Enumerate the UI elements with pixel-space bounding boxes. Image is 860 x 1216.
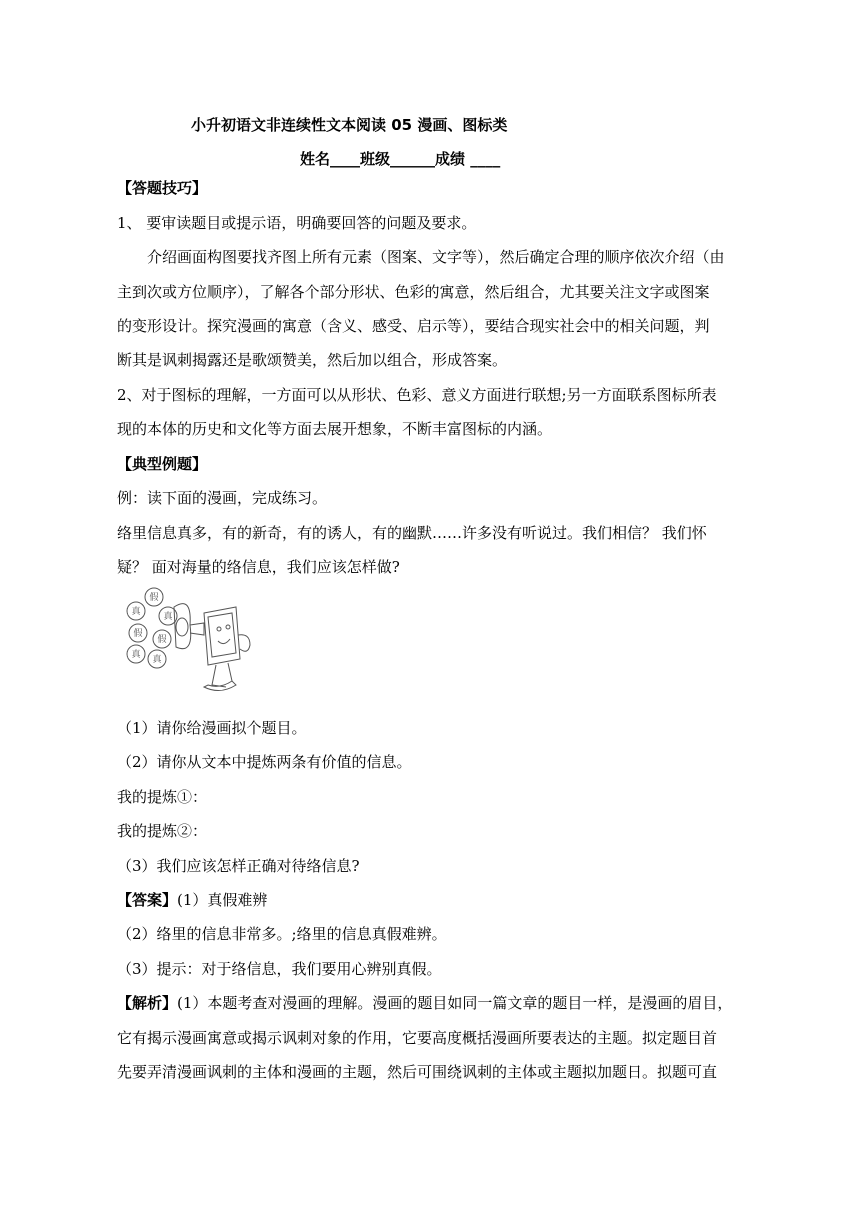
cartoon-char: 假 <box>133 629 143 639</box>
refine-1: 我的提炼①： <box>117 788 208 806</box>
paragraph-line: 断其是讽刺揭露还是歌颂赞美，然后加以组合，形成答案。 <box>117 351 508 369</box>
cartoon-char: 假 <box>157 635 167 645</box>
question-3: （3）我们应该怎样正确对待络信息? <box>117 857 360 875</box>
answer-label: 【答案】 <box>117 891 178 909</box>
answer-line-1 <box>117 890 267 910</box>
cartoon-char: 真 <box>131 607 141 617</box>
answer-2: （2）络里的信息非常多。;络里的信息真假难辨。 <box>117 925 447 943</box>
tips-heading: 【答题技巧】 <box>117 179 208 197</box>
example-heading: 【典型例题】 <box>117 455 208 473</box>
analysis-line: 它有揭示漫画寓意或揭示讽刺对象的作用，它要高度概括漫画所要表达的主题。拟定题目首 <box>117 1029 718 1047</box>
analysis-line: 先要弄清漫画讽刺的主体和漫画的主题，然后可围绕讽刺的主体或主题拟加题日。拟题可直 <box>117 1063 718 1081</box>
analysis-first: (1）本题考查对漫画的理解。漫画的题目如同一篇文章的题目一样，是漫画的眉目， <box>177 994 733 1012</box>
example-intro: 例：读下面的漫画，完成练习。 <box>117 489 328 507</box>
answer-3: （3）提示：对于络信息，我们要用心辨别真假。 <box>117 960 442 978</box>
answer-1: (1）真假难辨 <box>177 891 268 909</box>
refine-2: 我的提炼②： <box>117 822 208 840</box>
paragraph-line: 的变形设计。探究漫画的寓意（含义、感受、启示等），要结合现实社会中的相关问题，判 <box>117 317 710 335</box>
cartoon-char: 真 <box>131 650 141 660</box>
document-title: 小升初语文非连续性文本阅读 05 漫画、图标类 <box>191 116 508 134</box>
example-text-line: 络里信息真多，有的新奇，有的诱人，有的幽默……许多没有听说过。我们相信？ 我们怀 <box>117 524 707 542</box>
tip-1: 1、 要审读题目或提示语，明确要回答的问题及要求。 <box>117 214 477 232</box>
tip-2-line: 2、对于图标的理解，一方面可以从形状、色彩、意义方面进行联想;另一方面联系图标所表 <box>117 386 717 404</box>
cartoon-char: 真 <box>163 612 173 622</box>
tip-2-line: 现的本体的历史和文化等方面去展开想象，不断丰富图标的内涵。 <box>117 420 553 438</box>
question-1: （1）请你给漫画拟个题目。 <box>117 719 307 737</box>
name-class-score-row: 姓名____班级______成绩 ____ <box>300 150 501 168</box>
example-text-line: 疑？ 面对海量的络信息，我们应该怎样做? <box>117 558 400 576</box>
cartoon-char: 真 <box>152 655 162 665</box>
analysis-line-1 <box>117 993 732 1013</box>
paragraph-line: 主到次或方位顺序），了解各个部分形状、色彩的寓意，然后组合，尤其要关注文字或图案 <box>117 283 710 301</box>
question-2: （2）请你从文本中提炼两条有价值的信息。 <box>117 753 412 771</box>
paragraph-line: 介绍画面构图要找齐图上所有元素（图案、文字等），然后确定合理的顺序依次介绍（由 <box>147 248 725 266</box>
analysis-label: 【解析】 <box>117 994 178 1012</box>
cartoon-char: 假 <box>149 593 159 603</box>
cartoon-illustration <box>124 585 264 701</box>
